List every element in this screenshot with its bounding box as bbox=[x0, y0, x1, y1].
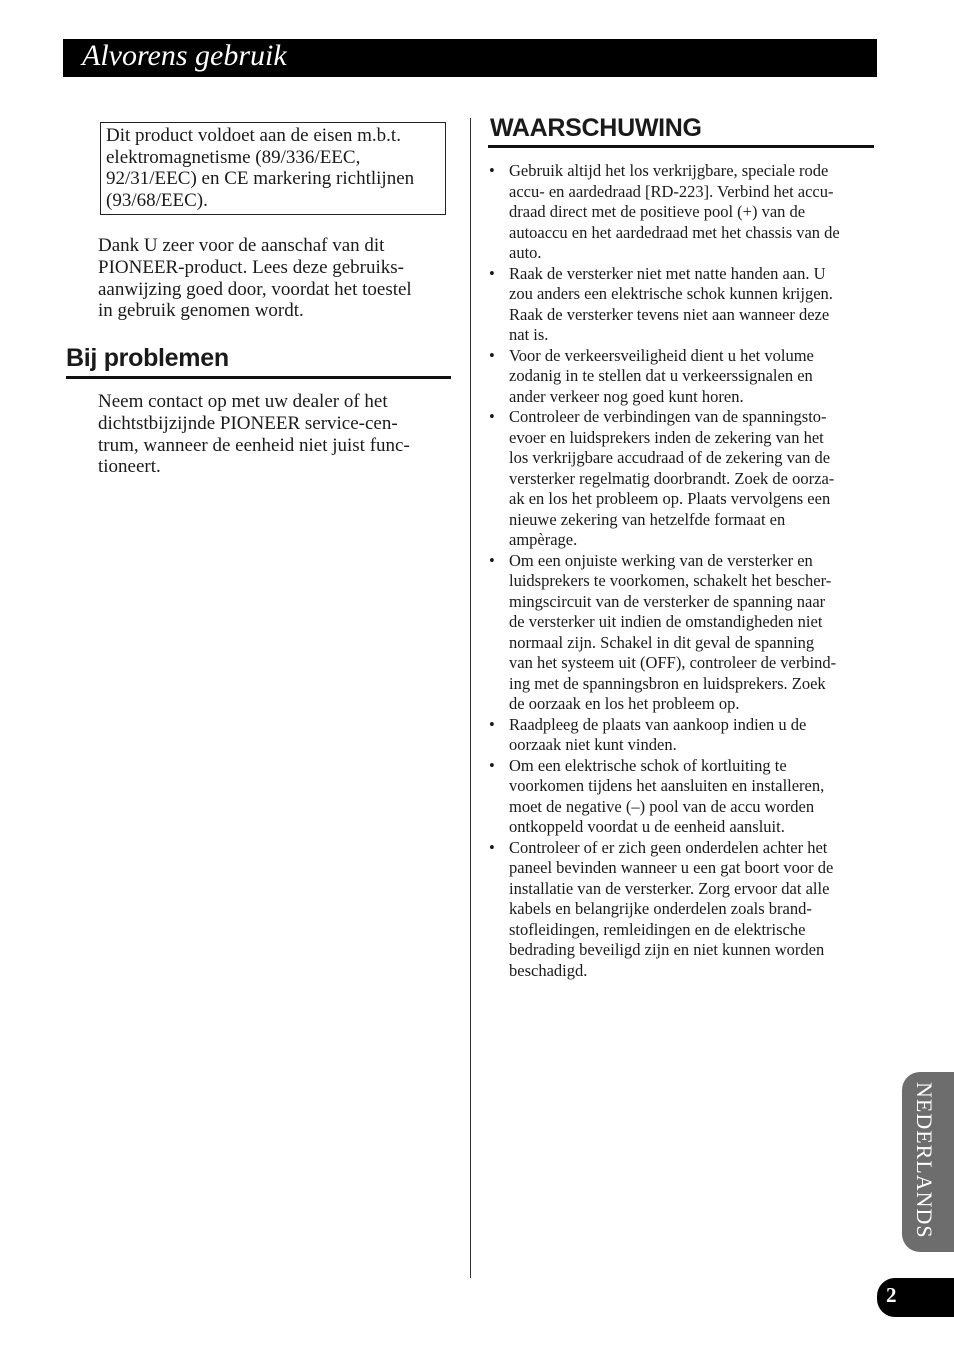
warning-item-line: beschadigd. bbox=[509, 960, 588, 980]
warning-item-line: ak en los het probleem op. Plaats vervolgens een bbox=[509, 489, 831, 508]
page-title: Alvorens gebruik bbox=[82, 39, 287, 72]
warning-item bbox=[488, 756, 878, 838]
warning-item-line: paneel bevinden wanneer u een gat boort voor de bbox=[509, 858, 834, 877]
warning-item bbox=[488, 161, 878, 264]
warning-list bbox=[488, 161, 878, 981]
warning-item-line: ander verkeer nog goed kunt horen. bbox=[509, 386, 744, 406]
problems-line: trum, wanneer de eenheid niet juist func- bbox=[98, 434, 410, 456]
problems-heading: Bij problemen bbox=[66, 344, 229, 372]
warning-item-line: ing met de spanningsbron en luidsprekers. Zoek bbox=[509, 673, 826, 693]
intro-line: in gebruik genomen wordt. bbox=[98, 300, 304, 322]
warning-item bbox=[488, 715, 878, 756]
warning-item-line: nieuwe zekering van hetzelfde formaat en bbox=[509, 509, 786, 529]
warning-item-line: zodanig in te stellen dat u verkeerssignalen en bbox=[509, 366, 813, 385]
warning-item-line: versterker regelmatig doorbrandt. Zoek de oorza- bbox=[509, 468, 835, 488]
warning-item-line: los verkrijgbare accudraad of de zekering van de bbox=[509, 448, 831, 467]
intro-line: PIONEER-product. Lees deze gebruiks- bbox=[98, 256, 405, 278]
compliance-notice-box bbox=[100, 122, 446, 215]
warning-item-line: moet de negative (–) pool van de accu worden bbox=[509, 796, 815, 816]
warning-item-line: de versterker uit indien de omstandigheden niet bbox=[509, 612, 823, 631]
notice-line: 92/31/EEC) en CE markering richtlijnen bbox=[106, 168, 415, 189]
header-bar bbox=[63, 39, 877, 77]
warning-item-line: draad direct met de positieve pool (+) van de bbox=[509, 202, 806, 221]
language-tab-label: NEDERLANDS bbox=[912, 1082, 937, 1239]
warning-item-line: • Gebruik altijd het los verkrijgbare, speciale rode bbox=[509, 161, 829, 180]
warning-item-line: Raak de versterker tevens niet aan wanneer deze bbox=[509, 304, 830, 324]
language-tab bbox=[902, 1072, 954, 1252]
warning-item-line: • Controleer of er zich geen onderdelen achter het bbox=[509, 837, 828, 857]
warning-item-line: • Om een elektrische schok of kortluiting te bbox=[509, 755, 787, 775]
warning-item-line: zou anders een elektrische schok kunnen krijgen. bbox=[509, 284, 833, 303]
warning-item-line: de oorzaak en los het probleem op. bbox=[509, 694, 740, 713]
problems-line: tioneert. bbox=[98, 456, 161, 478]
warning-item-line: oorzaak niet kunt vinden. bbox=[509, 735, 677, 754]
warning-heading-rule bbox=[488, 145, 874, 148]
warning-item-line: luidsprekers te voorkomen, schakelt het bescher- bbox=[509, 571, 832, 590]
page-number: 2 bbox=[886, 1283, 897, 1307]
warning-item-line: auto. bbox=[509, 243, 542, 262]
warning-item bbox=[488, 838, 878, 982]
warning-item-line: mingscircuit van de versterker de spanning naar bbox=[509, 591, 826, 611]
column-divider bbox=[470, 118, 471, 1278]
warning-item bbox=[488, 346, 878, 408]
intro-line: Dank U zeer voor de aanschaf van dit bbox=[98, 235, 385, 256]
warning-item-line: autoaccu en het aardedraad met het chassis van de bbox=[509, 222, 840, 242]
warning-item-line: normaal zijn. Schakel in dit geval de spanning bbox=[509, 632, 815, 652]
warning-item-line: accu- en aardedraad [RD-223]. Verbind het accu- bbox=[509, 181, 834, 201]
warning-item-line: stofleidingen, remleidingen en de elektrische bbox=[509, 919, 806, 939]
warning-item-line: • Controleer de verbindingen van de spanningsto- bbox=[509, 407, 827, 426]
warning-item-line: • Om een onjuiste werking van de versterker en bbox=[509, 550, 813, 570]
warning-item bbox=[488, 407, 878, 551]
warning-item-line: van het systeem uit (OFF), controleer de verbind- bbox=[509, 653, 837, 672]
problems-line: dichtstbijzijnde PIONEER service-cen- bbox=[98, 412, 398, 434]
problems-line: Neem contact op met uw dealer of het bbox=[98, 391, 388, 412]
warning-heading: WAARSCHUWING bbox=[490, 114, 702, 142]
notice-line: elektromagnetisme (89/336/EEC, bbox=[106, 146, 361, 168]
page-number-tab bbox=[877, 1278, 954, 1317]
warning-item-line: ontkoppeld voordat u de eenheid aansluit. bbox=[509, 817, 785, 836]
warning-item-line: • Voor de verkeersveiligheid dient u het volume bbox=[509, 345, 814, 365]
intro-line: aanwijzing goed door, voordat het toestel bbox=[98, 278, 412, 300]
notice-line: Dit product voldoet aan de eisen m.b.t. bbox=[106, 125, 401, 146]
warning-item-line: • Raak de versterker niet met natte handen aan. U bbox=[509, 263, 826, 283]
notice-line: (93/68/EEC). bbox=[106, 189, 208, 211]
problems-heading-rule bbox=[66, 376, 451, 379]
warning-item-line: nat is. bbox=[509, 325, 549, 344]
warning-item-line: • Raadpleeg de plaats van aankoop indien u de bbox=[509, 714, 807, 734]
warning-item-line: installatie van de versterker. Zorg ervoor dat alle bbox=[509, 878, 830, 898]
intro-paragraph bbox=[98, 235, 448, 322]
problems-paragraph bbox=[98, 391, 443, 478]
warning-item-line: bedrading beveiligd zijn en niet kunnen worden bbox=[509, 940, 825, 959]
warning-item-line: ampèrage. bbox=[509, 530, 578, 549]
warning-item-line: evoer en luidsprekers inden de zekering van het bbox=[509, 427, 824, 447]
warning-item bbox=[488, 264, 878, 346]
warning-item-line: voorkomen tijdens het aansluiten en installeren, bbox=[509, 776, 825, 795]
warning-item bbox=[488, 551, 878, 715]
warning-item-line: kabels en belangrijke onderdelen zoals brand- bbox=[509, 899, 812, 918]
